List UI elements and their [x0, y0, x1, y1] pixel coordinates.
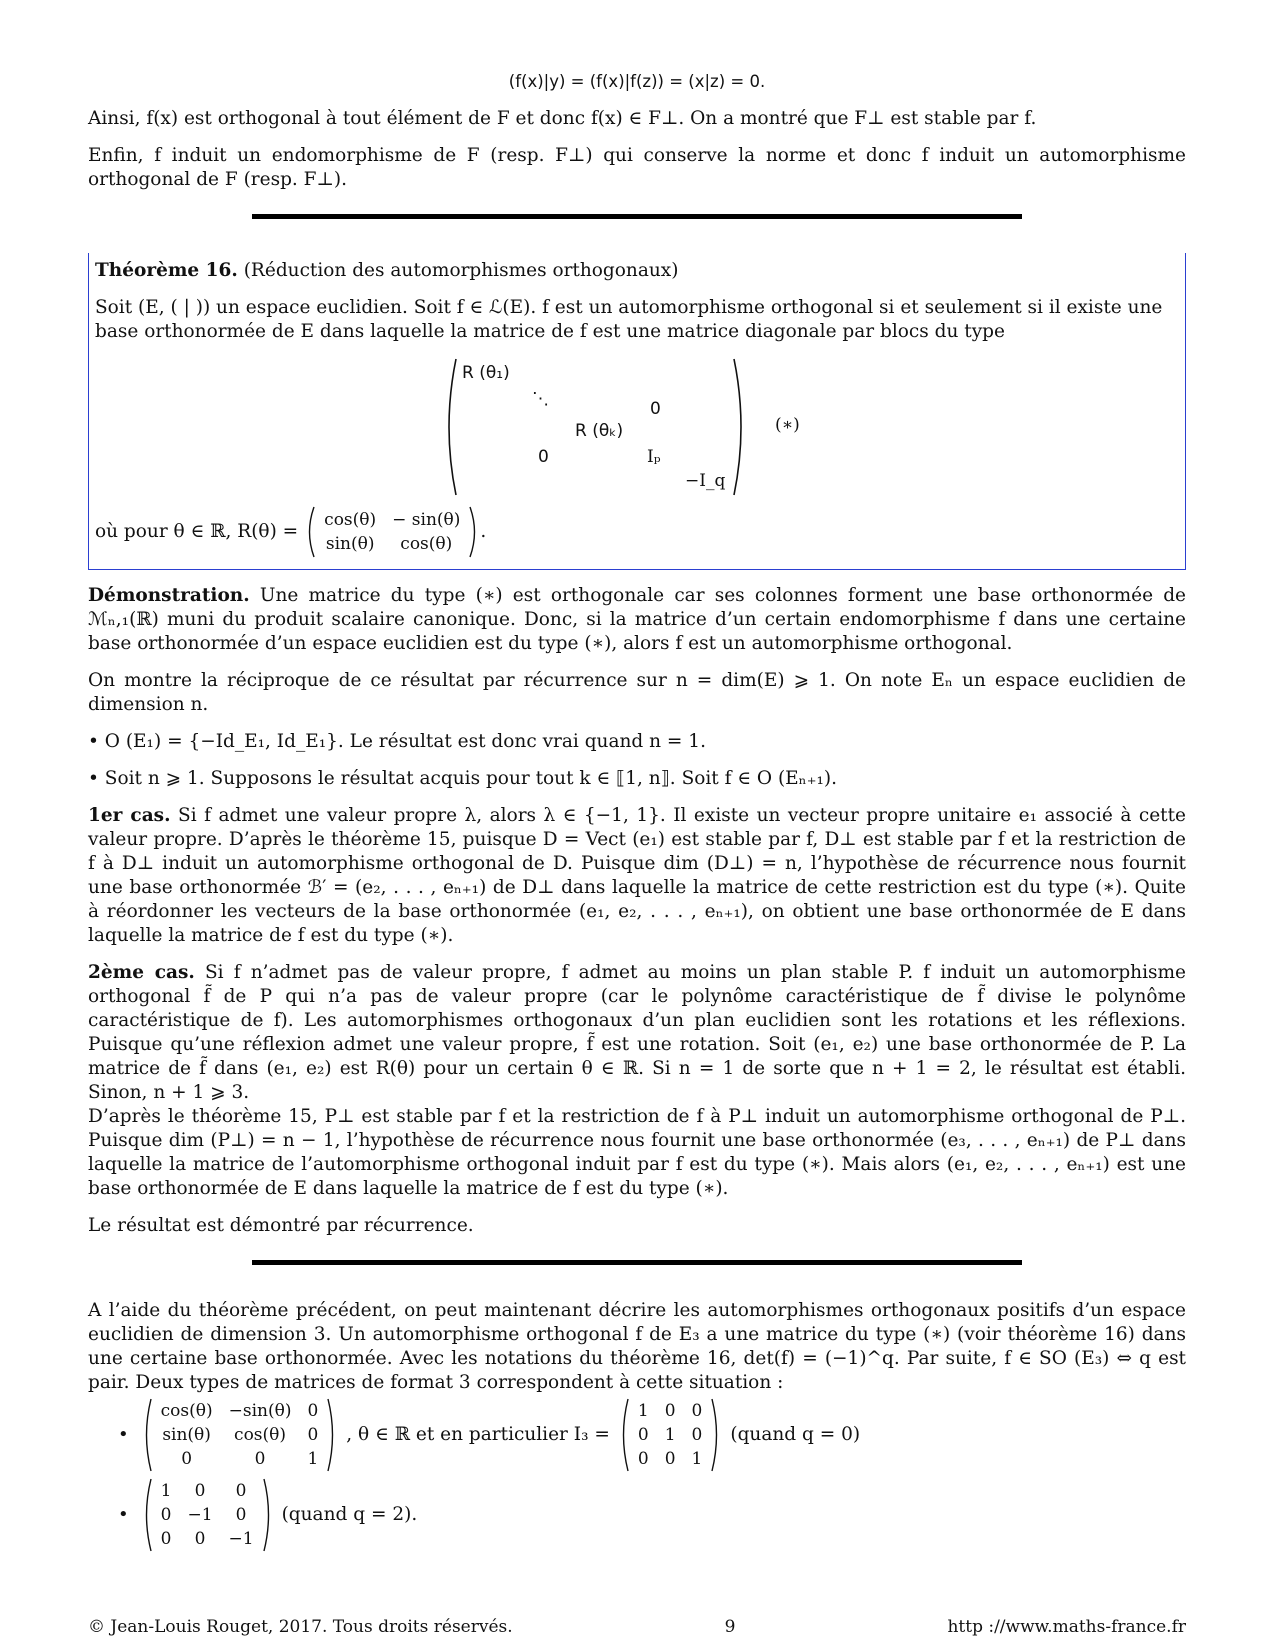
demo-conclusion: Le résultat est démontré par récurrence. [88, 1215, 474, 1236]
matrix-dots: ⋱ [532, 389, 549, 409]
page-content [88, 70, 1186, 1557]
case1-text: Si f admet une valeur propre λ, alors λ ∈ {−1, 1}. Il existe un vecteur propre unitaire e₁ associé à cette valeur propre. D’après le théorème 15, puisque D = Vect (e₁) est stable par f, D⊥ est stable par f et la restriction de f à D⊥ induit un automorphisme orthogonal de D. Puisque dim (D⊥) = n, l’hypothèse de récurrence nous fournit une base orthonormée ℬ′ = (e₂, . . . , eₙ₊₁) de D⊥ dans laquelle la matrice de cette restriction est du type (∗). Quite à réordonner les vecteurs de la base orthonormée (e₁, e₂, . . . , eₙ₊₁), on obtient une base orthonormée de E dans laquelle la matrice de f est du type (∗). [88, 805, 1186, 946]
demo-bullet-1: • O (E₁) = {−Id_E₁, Id_E₁}. Le résultat est donc vrai quand n = 1. [88, 731, 706, 752]
case2-label: 2ème cas. [88, 962, 195, 983]
half-turn-matrix: 1 0 0 0 −1 0 0 0 −1 [141, 1477, 274, 1553]
demo-bullet-2: • Soit n ⩾ 1. Supposons le résultat acquis pour tout k ∈ ⟦1, n⟧. Soit f ∈ O (Eₙ₊₁). [88, 768, 837, 789]
page-footer [88, 1617, 1186, 1637]
matrix-entry: cos(θ) [400, 534, 453, 554]
matrix-ip: Iₚ [647, 447, 661, 467]
matrix-entry: − sin(θ) [392, 510, 461, 530]
m2-tail: (quand q = 2). [281, 1504, 418, 1525]
left-paren [440, 357, 460, 497]
rotation-definition [95, 505, 1179, 559]
theorem-title: Théorème 16. [95, 260, 238, 281]
paragraph: Enfin, f induit un endomorphisme de F (resp. F⊥) qui conserve la norme et donc f induit un automorphisme orthogonal de F (resp. F⊥). [88, 145, 1186, 190]
matrix-zero-top: 0 [650, 399, 661, 419]
case2-continuation: D’après le théorème 15, P⊥ est stable par f et la restriction de f à P⊥ induit un automorphisme orthogonal de P⊥. Puisque dim (P⊥) = n − 1, l’hypothèse de récurrence nous fournit une base orthonormée (e₃, . . . , eₙ₊₁) de P⊥ dans laquelle la matrice de l’automorphisme orthogonal induit par f est du type (∗). Mais alors (e₁, e₂, . . . , eₙ₊₁) est une base orthonormée de E dans laquelle la matrice de f est du type (∗). [88, 1106, 1186, 1199]
list-item: • cos(θ) −sin(θ) 0 sin(θ) cos(θ) 0 0 0 1 , θ ∈ ℝ et en particulier I₃ = 1 0 0 0 1 0 0 0 1 (quand q = 0) [118, 1397, 1186, 1473]
separator-rule [252, 214, 1022, 219]
top-equation: (f(x)|y) = (f(x)|f(z)) = (x|z) = 0. [508, 72, 766, 91]
footer-url[interactable]: http ://www.maths-france.fr [947, 1617, 1186, 1637]
rotation-matrix [304, 505, 480, 559]
block-diagonal-matrix [440, 357, 800, 497]
case1-label: 1er cas. [88, 805, 171, 826]
theorem-body: Soit (E, ( | )) un espace euclidien. Soit f ∈ ℒ(E). f est un automorphisme orthogonal si et seulement si il existe une base orthonormée de E dans laquelle la matrice de f est une matrice diagonale par blocs du type [95, 297, 1163, 342]
where-suffix: . [480, 521, 487, 542]
demo-label: Démonstration. [88, 585, 250, 606]
list-item: • 1 0 0 0 −1 0 0 0 −1 (quand q = 2). [118, 1477, 1186, 1553]
matrix-rk: R (θₖ) [575, 421, 624, 441]
matrix-r1: R (θ₁) [462, 363, 510, 383]
theorem-box [88, 253, 1186, 570]
demo-p2: On montre la réciproque de ce résultat par récurrence sur n = dim(E) ⩾ 1. On note Eₙ un espace euclidien de dimension n. [88, 670, 1186, 715]
footer-copyright: © Jean-Louis Rouget, 2017. Tous droits réservés. [88, 1617, 513, 1637]
separator-rule [252, 1260, 1022, 1265]
footer-page-number: 9 [724, 1617, 736, 1637]
case2-text: Si f n’admet pas de valeur propre, f admet au moins un plan stable P. f induit un automorphisme orthogonal f̃ de P qui n’a pas de valeur propre (car le polynôme caractéristique de f̃ divise le polynôme caractéristique de f). Les automorphismes orthogonaux d’un plan euclidien sont les rotations et les réflexions. Puisque qu’une réflexion admet une valeur propre, f̃ est une rotation. Soit (e₁, e₂) une base orthonormée de P. La matrice de f̃ dans (e₁, e₂) est R(θ) pour un certain θ ∈ ℝ. Si n = 1 de sorte que n + 1 = 2, le résultat est établi. Sinon, n + 1 ⩾ 3. [88, 962, 1186, 1103]
m1-text: , θ ∈ ℝ et en particulier I₃ = [346, 1424, 610, 1445]
where-prefix: où pour θ ∈ ℝ, R(θ) = [95, 521, 299, 542]
paragraph: Ainsi, f(x) est orthogonal à tout élément de F et donc f(x) ∈ F⊥. On a montré que F⊥ est stable par f. [88, 108, 1037, 129]
after-paragraph: A l’aide du théorème précédent, on peut maintenant décrire les automorphismes orthogonaux positifs d’un espace euclidien de dimension 3. Un automorphisme orthogonal f de E₃ a une matrice du type (∗) (voir théorème 16) dans une certaine base orthonormée. Avec les notations du théorème 16, det(f) = (−1)^q. Par suite, f ∈ SO (E₃) ⇔ q est pair. Deux types de matrices de format 3 correspondent à cette situation : [88, 1300, 1186, 1393]
matrix-tag: (∗) [775, 415, 800, 435]
m1-tail: (quand q = 0) [730, 1424, 861, 1445]
matrix-zero-bottom: 0 [538, 447, 549, 467]
matrix-iq: −I_q [685, 471, 726, 491]
rotation-3d-matrix: cos(θ) −sin(θ) 0 sin(θ) cos(θ) 0 0 0 1 [141, 1397, 339, 1473]
matrix-entry: sin(θ) [325, 534, 375, 554]
identity-matrix: 1 0 0 0 1 0 0 0 1 [618, 1397, 722, 1473]
theorem-subtitle: (Réduction des automorphismes orthogonaux) [243, 260, 679, 281]
right-paren [730, 357, 750, 497]
demo-p1: Une matrice du type (∗) est orthogonale car ses colonnes forment une base orthonormée de ℳₙ,₁(ℝ) muni du produit scalaire canonique. Donc, si la matrice d’un certain endomorphisme f dans une certaine base orthonormée d’un espace euclidien est du type (∗), alors f est un automorphisme orthogonal. [88, 585, 1186, 654]
matrix-entry: cos(θ) [324, 510, 377, 530]
